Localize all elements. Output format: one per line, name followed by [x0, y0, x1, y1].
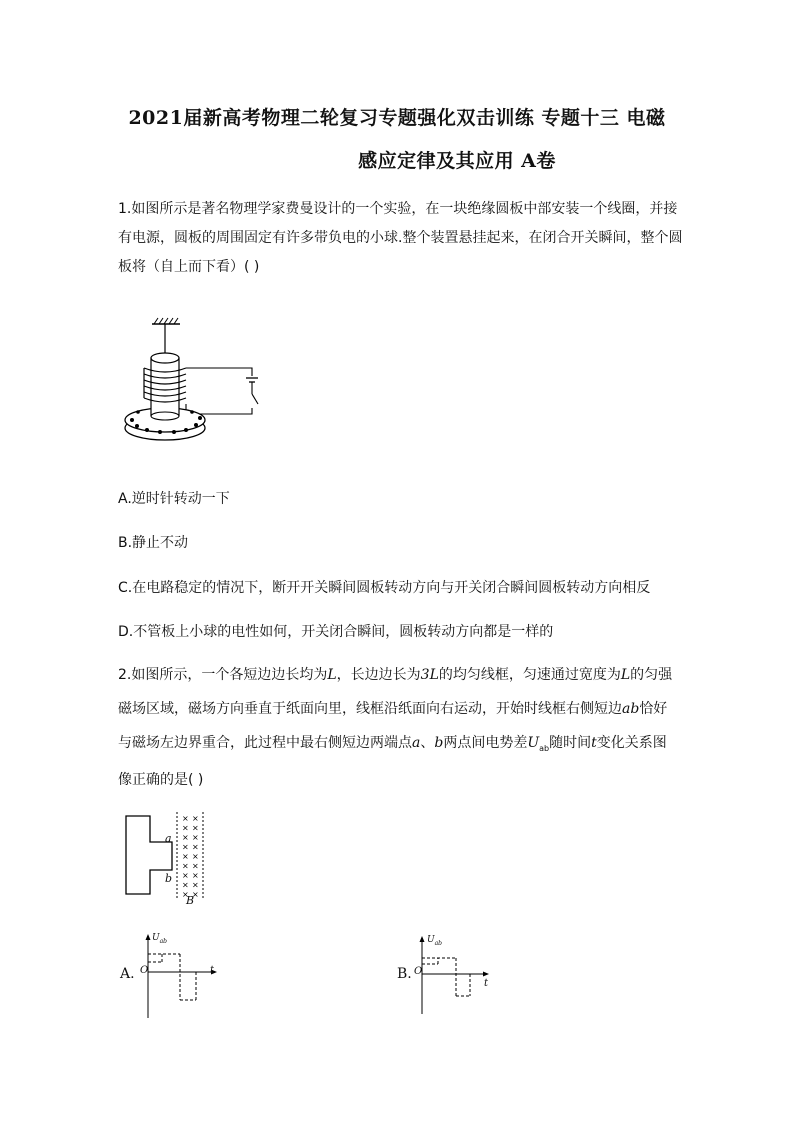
q2-option-b-axis-x: t — [484, 978, 489, 989]
field-cross-mark: × — [182, 861, 189, 871]
figure-feynman-disk — [120, 316, 270, 446]
q2-option-a-axis-x: t — [210, 965, 215, 976]
field-cross-mark: × — [182, 871, 189, 880]
page-title-line2: 感应定律及其应用 A卷 — [358, 150, 556, 172]
q2-option-b-origin: O — [414, 966, 423, 977]
frame-label-a: a — [165, 832, 172, 845]
field-cross-mark: × — [182, 880, 189, 890]
q2-line4: 像正确的是( ) — [118, 772, 204, 788]
figure-frame-field — [120, 810, 230, 905]
page-title-line1: 2021届新高考物理二轮复习专题强化双击训练 专题十三 电磁 — [128, 107, 666, 129]
field-cross-mark: × — [192, 842, 199, 852]
q1-option-c: C.在电路稳定的情况下，断开开关瞬间圆板转动方向与开关闭合瞬间圆板转动方向相反 — [118, 580, 651, 596]
q2-option-b-axis-y: $U_{ab}$ — [427, 935, 443, 947]
field-cross-mark: × — [192, 823, 199, 833]
question-1-stem: 1.如图所示是著名物理学家费曼设计的一个实验，在一块绝缘圆板中部安装一个线圈，并接有电源，圆板的周围固定有许多带负电的小球.整个装置悬挂起来，在闭合开关瞬间，整个圆板将（自上而下看）( ) — [118, 201, 683, 275]
field-cross-mark: × — [192, 880, 199, 890]
field-label-b: B — [186, 894, 195, 907]
field-cross-mark: × — [182, 814, 189, 823]
q2-line3: 与磁场左边界重合，此过程中最右侧短边两端点a、b两点间电势差$U_{ab}$随时间t变化关系图 — [118, 735, 667, 753]
q2-option-a-label: A. — [120, 966, 135, 982]
field-cross-mark: × — [192, 890, 199, 899]
field-cross-mark: × — [192, 861, 199, 871]
q2-option-a-axis-y: $U_{ab}$ — [152, 933, 168, 945]
field-cross-mark: × — [192, 852, 199, 861]
q1-option-d: D.不管板上小球的电性如何，开关闭合瞬间，圆板转动方向都是一样的 — [118, 624, 554, 640]
field-cross-mark: × — [182, 823, 189, 833]
q2-line2: 磁场区域，磁场方向垂直于纸面向里，线框沿纸面向右运动，开始时线框右侧短边ab恰好 — [118, 701, 668, 717]
field-cross-mark: × — [182, 842, 189, 852]
q2-option-a-graph — [138, 932, 228, 1022]
field-cross-mark: × — [192, 833, 199, 842]
field-cross-mark: × — [192, 814, 199, 823]
frame-label-b: b — [165, 872, 173, 885]
field-cross-mark: × — [182, 852, 189, 861]
field-cross-mark: × — [182, 833, 189, 842]
field-cross-mark: × — [192, 871, 199, 880]
q2-line1: 2.如图所示，一个各短边边长均为L，长边边长为3L的均匀线框，匀速通过宽度为L的匀强 — [118, 667, 673, 683]
q1-option-b: B.静止不动 — [118, 535, 189, 551]
q2-option-b-graph — [412, 934, 500, 1016]
field-cross-mark: × — [182, 890, 189, 899]
q2-option-b-label: B. — [397, 966, 412, 982]
q2-option-a-origin: O — [140, 965, 149, 976]
q1-option-a: A.逆时针转动一下 — [118, 491, 230, 507]
